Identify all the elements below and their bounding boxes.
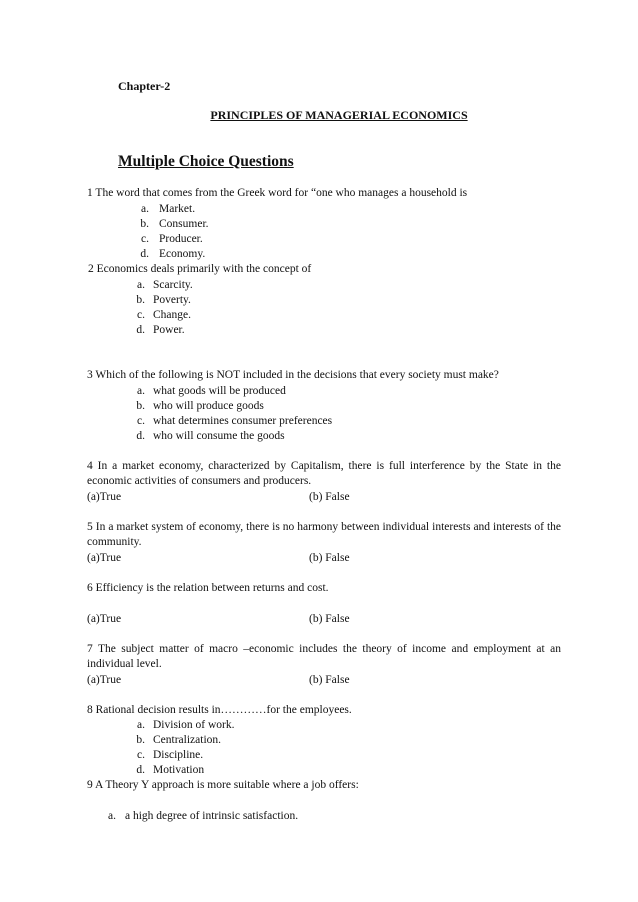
option-letter: b.: [136, 734, 145, 746]
answer-false: (b) False: [309, 491, 350, 503]
option-letter: b.: [136, 400, 145, 412]
option-letter: d.: [136, 430, 145, 442]
option-text: Market.: [159, 203, 196, 215]
answer-true: (a)True: [87, 674, 122, 686]
question-2-text: 2 Economics deals primarily with the concept of: [88, 263, 312, 275]
answer-false: (b) False: [309, 552, 350, 564]
option-letter: a.: [137, 279, 145, 291]
chapter-label: Chapter-2: [118, 79, 171, 93]
option-letter: b.: [140, 218, 149, 230]
option-text: Centralization.: [153, 734, 222, 746]
option-text: who will consume the goods: [153, 430, 285, 442]
page-title: PRINCIPLES OF MANAGERIAL ECONOMICS: [210, 108, 468, 122]
option-letter: d.: [140, 248, 149, 260]
option-text: what goods will be produced: [153, 385, 286, 397]
option-letter: c.: [141, 233, 149, 245]
option-letter: a.: [141, 203, 149, 215]
question-1-text: 1 The word that comes from the Greek word for “one who manages a household is: [87, 187, 468, 199]
question-3-text: 3 Which of the following is NOT included in the decisions that every society must make?: [87, 369, 499, 381]
option-text: who will produce goods: [153, 400, 264, 412]
question-6-text: 6 Efficiency is the relation between returns and cost.: [87, 582, 329, 594]
option-text: Change.: [153, 309, 192, 321]
option-letter: c.: [137, 415, 145, 427]
option-text: Scarcity.: [153, 279, 193, 291]
option-text: what determines consumer preferences: [153, 415, 333, 427]
answer-true: (a)True: [87, 552, 122, 564]
option-letter: b.: [136, 294, 145, 306]
option-letter: d.: [136, 764, 145, 776]
question-8-text: 8 Rational decision results in…………for the employees.: [87, 704, 352, 716]
question-7-text: 7 The subject matter of macro –economic includes the theory of income and employment at an individual level.: [87, 643, 561, 670]
answer-true: (a)True: [87, 491, 122, 503]
question-5-text: 5 In a market system of economy, there is no harmony between individual interests and interests of the community.: [87, 521, 561, 548]
option-text: Motivation: [153, 764, 205, 776]
option-letter: c.: [137, 749, 145, 761]
option-letter: a.: [108, 810, 116, 822]
option-text: Producer.: [159, 233, 203, 245]
answer-false: (b) False: [309, 613, 350, 625]
option-text: Discipline.: [153, 749, 204, 761]
option-text: Division of work.: [153, 719, 235, 731]
section-heading: Multiple Choice Questions: [118, 153, 294, 170]
answer-true: (a)True: [87, 613, 122, 625]
option-letter: d.: [136, 324, 145, 336]
option-text: a high degree of intrinsic satisfaction.: [125, 810, 299, 822]
answer-false: (b) False: [309, 674, 350, 686]
option-text: Economy.: [159, 248, 206, 260]
option-text: Poverty.: [153, 294, 191, 306]
question-9-text: 9 A Theory Y approach is more suitable where a job offers:: [87, 779, 359, 791]
option-letter: a.: [137, 385, 145, 397]
option-text: Power.: [153, 324, 185, 336]
question-4-text: 4 In a market economy, characterized by Capitalism, there is full interference by the State in the economic activities of consumers and producers.: [87, 460, 561, 487]
option-text: Consumer.: [159, 218, 209, 230]
option-letter: a.: [137, 719, 145, 731]
option-letter: c.: [137, 309, 145, 321]
